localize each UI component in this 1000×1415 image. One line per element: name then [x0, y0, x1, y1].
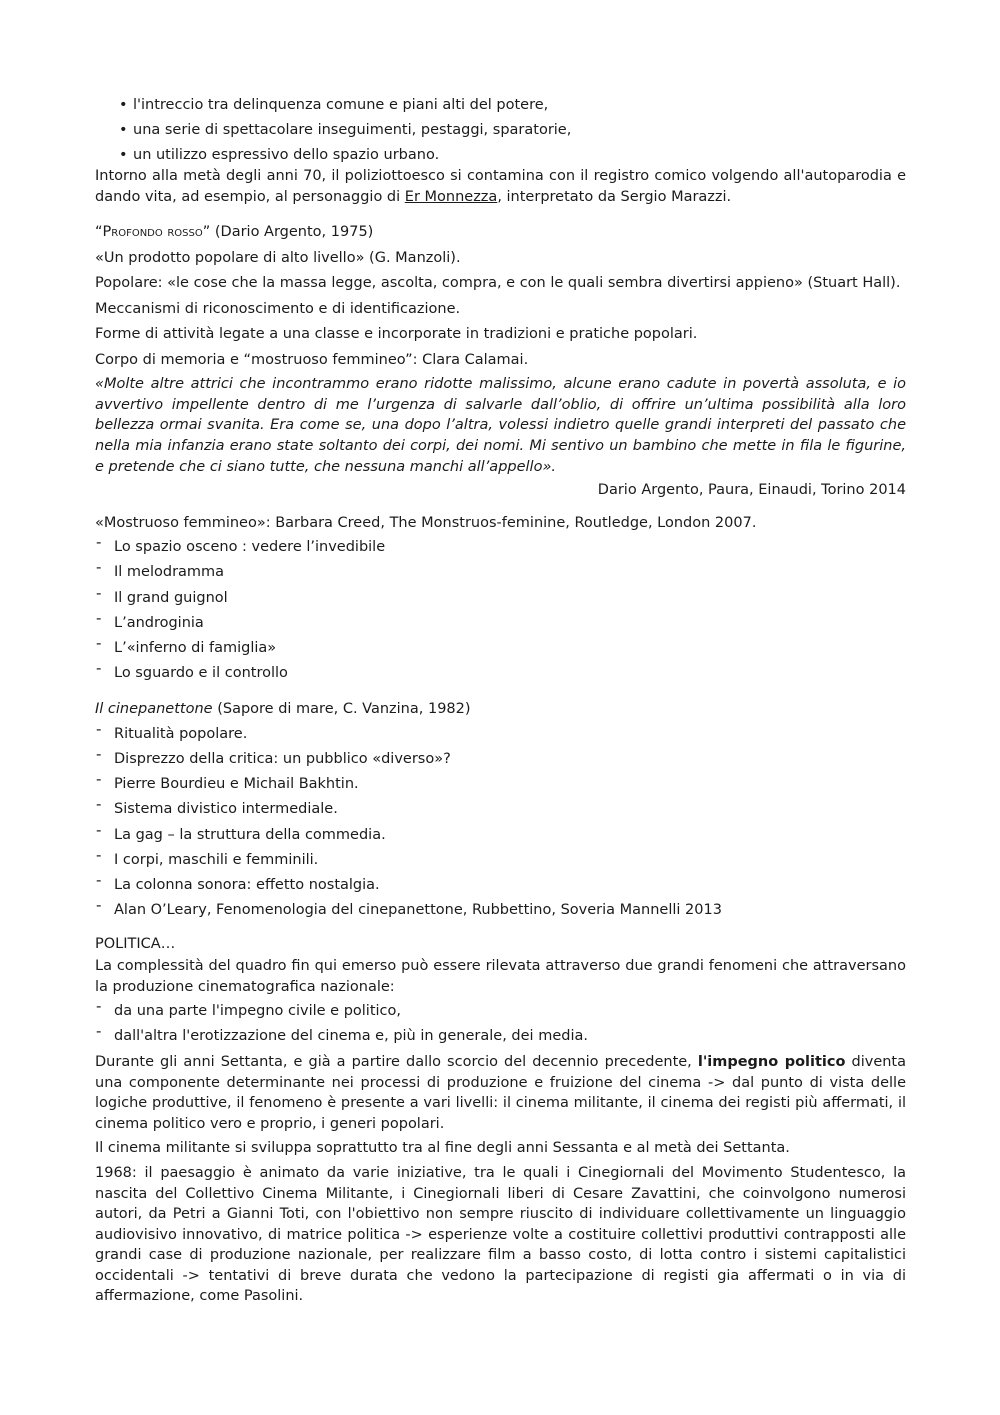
politica-list — [95, 1000, 906, 1050]
mostruoso-heading: «Mostruoso femmineo»: Barbara Creed, The Monstruos-feminine, Routledge, London 2007. — [95, 514, 757, 531]
list-item: - Il melodramma — [95, 561, 906, 586]
list-item: - Alan O’Leary, Fenomenologia del cinepanettone, Rubbettino, Soveria Mannelli 2013 — [95, 899, 906, 924]
quote-source: Dario Argento, Paura, Einaudi, Torino 2014 — [597, 482, 906, 499]
list-item: - Ritualità popolare. — [95, 723, 906, 748]
document-page — [95, 94, 906, 1307]
text-line: Corpo di memoria e “mostruoso femmineo”: Clara Calamai. — [95, 351, 529, 368]
politica-intro: La complessità del quadro fin qui emerso può essere rilevata attraverso due grandi fenomeni che attraversano la produzione cinematografica nazionale: — [95, 958, 906, 995]
list-item: - Disprezzo della critica: un pubblico «diverso»? — [95, 748, 906, 773]
intro-paragraph — [95, 166, 906, 207]
list-item: - L’androginia — [95, 612, 906, 637]
settanta-paragraph: Durante gli anni Settanta, e già a partire dallo scorcio del decennio precedente, l'impegno politico diventa una componente determinante nei processi di produzione e fruizione del cinema -> dal punto di vista delle logiche produttive, il fenomeno è presente a vari livelli: il cinema militante, il cinema dei registi più affermati, il cinema politico vero e proprio, i generi popolari. — [95, 1053, 907, 1132]
list-item: - Lo sguardo e il controllo — [95, 662, 906, 687]
top-bullet-list — [95, 94, 906, 169]
intro-text-end: , interpretato da Sergio Marazzi. — [497, 188, 732, 205]
list-item: • un utilizzo espressivo dello spazio urbano. — [119, 144, 906, 169]
list-item: - Il grand guignol — [95, 587, 906, 612]
cinepanettone-list — [95, 723, 906, 925]
argento-quote: «Molte altre attrici che incontrammo erano ridotte malissimo, alcune erano cadute in povertà assoluta, e io avvertivo impellente dentro di me l’urgenza di salvarle dall’oblio, di offrire un’ultima possibilità alla loro bellezza ormai svanita. Era come se, una dopo l’altra, volessi indietro quelle grandi interpreti del passato che nella mia infanzia erano state soltanto dei corpi, dei nomi. Mi sentivo un bambino che mette in fila le figurine, e pretende che ci siano tutte, che nessuna manchi all’appello». — [95, 376, 906, 475]
list-item: - da una parte l'impegno civile e politico, — [95, 1000, 906, 1025]
list-item: - La colonna sonora: effetto nostalgia. — [95, 874, 906, 899]
intro-text: Intorno alla metà degli anni 70, il poliziottoesco si contamina con il registro comico volgendo all'autoparodia e dando vita, ad esempio, al personaggio di — [95, 168, 906, 205]
text-line: «Un prodotto popolare di alto livello» (G. Manzoli). — [95, 249, 461, 266]
cinepanettone-title: Il cinepanettone — [95, 701, 213, 718]
text-line: Forme di attività legate a una classe e incorporate in tradizioni e pratiche popolari. — [95, 326, 698, 343]
er-monnezza-link[interactable]: Er Monnezza — [404, 188, 498, 205]
list-item: - Pierre Bourdieu e Michail Bakhtin. — [95, 773, 906, 798]
list-item: • una serie di spettacolare inseguimenti, pestaggi, sparatorie, — [119, 119, 906, 144]
profondo-rosso-heading: “Profondo rosso” (Dario Argento, 1975) — [95, 224, 374, 241]
list-item: - L’«inferno di famiglia» — [95, 637, 906, 662]
impegno-politico-bold: l'impegno politico — [697, 1053, 846, 1070]
list-item: - dall'altra l'erotizzazione del cinema e, più in generale, dei media. — [95, 1025, 906, 1050]
list-item: - Lo spazio osceno : vedere l’invedibile — [95, 536, 906, 561]
list-item: - Sistema divistico intermediale. — [95, 798, 906, 823]
text-line: Popolare: «le cose che la massa legge, ascolta, compra, e con le quali sembra divertirsi appieno» (Stuart Hall). — [95, 275, 901, 292]
cinepanettone-heading: Il cinepanettone (Sapore di mare, C. Vanzina, 1982) — [95, 701, 471, 718]
militante-paragraph: Il cinema militante si sviluppa soprattutto tra al fine degli anni Sessanta e al metà dei Settanta. — [95, 1140, 790, 1157]
profondo-rosso-title: Profondo rosso — [102, 224, 203, 241]
sessantotto-paragraph: 1968: il paesaggio è animato da varie iniziative, tra le quali i Cinegiornali del Movimento Studentesco, la nascita del Collettivo Cinema Militante, i Cinegiornali liberi di Cesare Zavattini, che coinvolgono numerosi autori, da Petri a Gianni Toti, con l'obiettivo non sempre riuscito di individuare collettivamente un linguaggio audiovisivo innovativo, di matrice politica -> esperienze volte a costituire collettivi produttivi contrapposti alle grandi case di produzione nazionale, per realizzare film a basso costo, di lotta contro i sistemi capitalistici occidentali -> tentativi di breve durata che vedono la partecipazione di registi gia affermati o in via di affermazione, come Pasolini. — [95, 1164, 906, 1305]
list-item: - La gag – la struttura della commedia. — [95, 824, 906, 849]
list-item: - I corpi, maschili e femminili. — [95, 849, 906, 874]
text-line: Meccanismi di riconoscimento e di identificazione. — [95, 300, 461, 317]
list-item: • l'intreccio tra delinquenza comune e piani alti del potere, — [119, 94, 906, 119]
politica-heading: POLITICA… — [95, 936, 176, 953]
mostruoso-list — [95, 536, 906, 687]
